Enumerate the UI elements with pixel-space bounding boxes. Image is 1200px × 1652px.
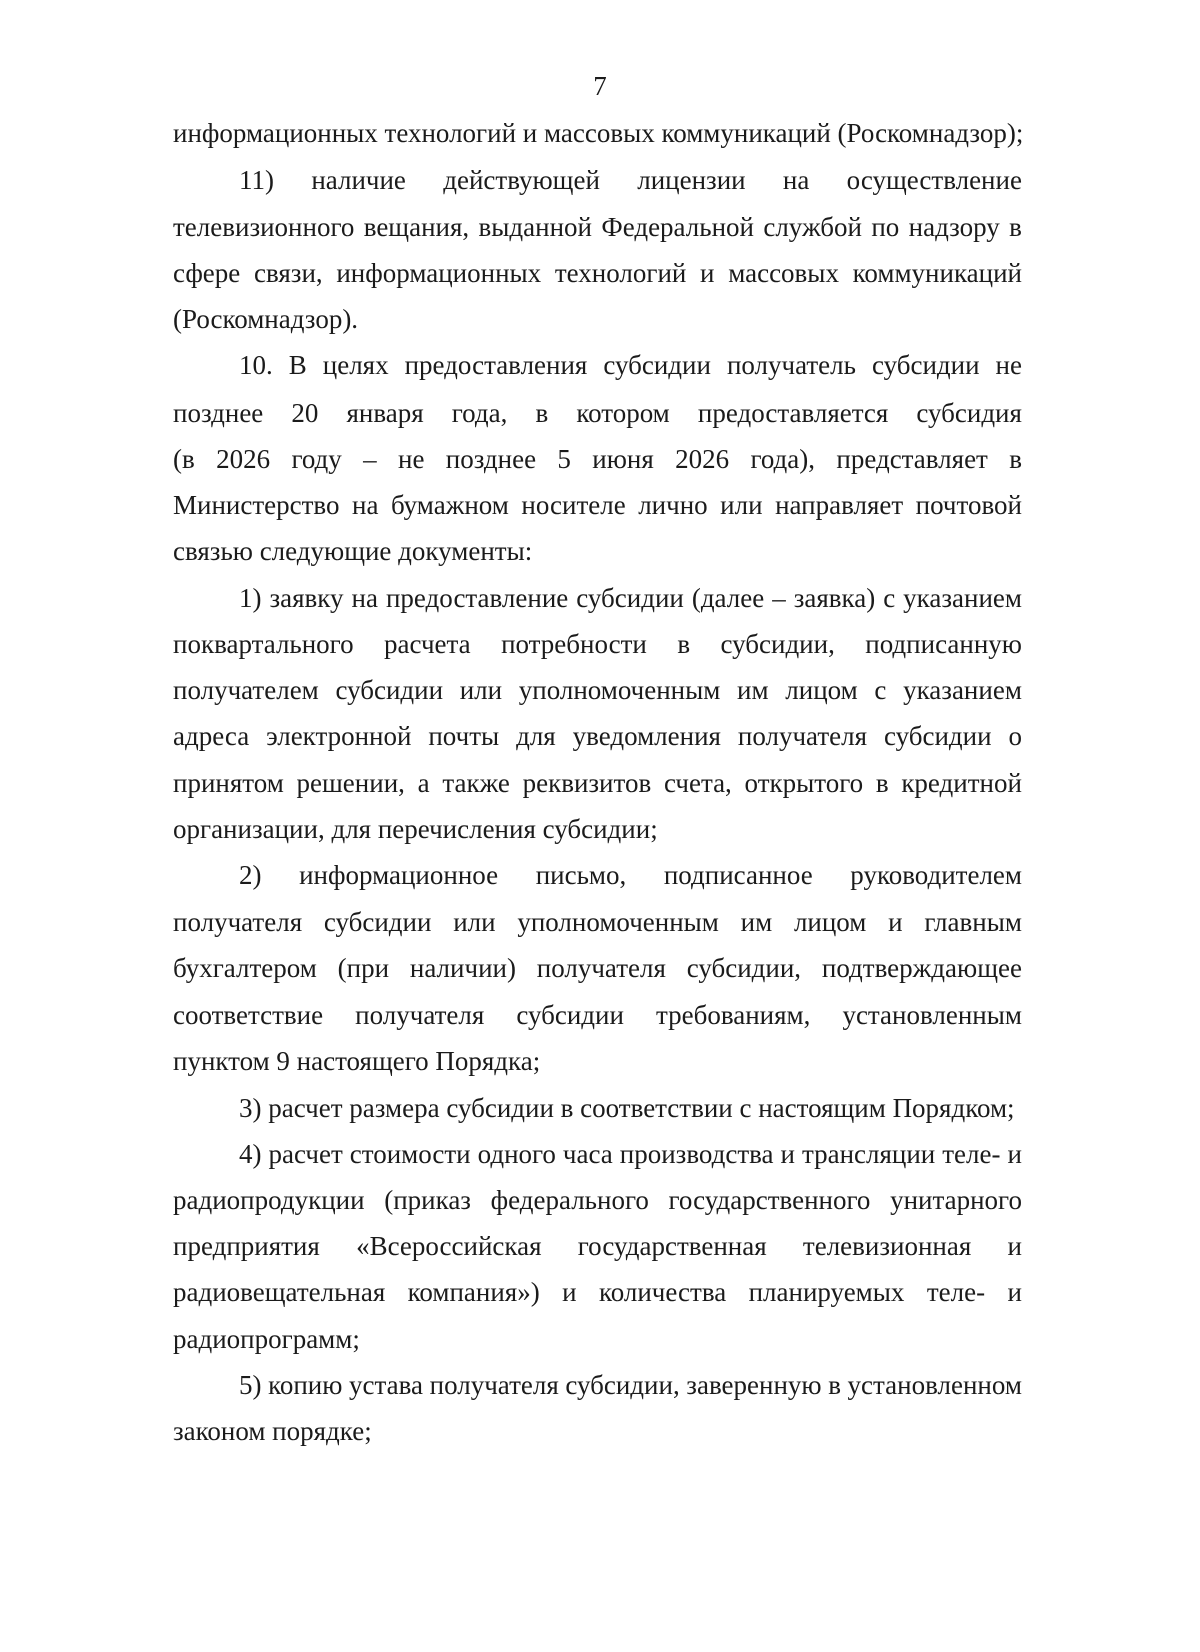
- word: трансляции: [801, 1139, 936, 1169]
- word: электронной: [266, 721, 412, 751]
- word: или: [720, 490, 763, 520]
- word: государственного: [668, 1185, 871, 1215]
- word: открытого: [744, 768, 864, 798]
- word: для: [516, 721, 556, 751]
- word: (далее: [691, 583, 765, 613]
- word: им: [737, 675, 769, 705]
- word: субсидии: [516, 1000, 624, 1030]
- word: 5): [239, 1370, 262, 1400]
- text-line: [173, 489, 1022, 521]
- word: или: [453, 907, 496, 937]
- word: –: [772, 583, 786, 613]
- word: субсидии: [883, 721, 992, 751]
- word: получатель: [726, 350, 856, 380]
- word: и: [562, 1277, 577, 1307]
- word: в: [828, 1370, 841, 1400]
- word: коммуникаций: [852, 258, 1022, 288]
- word: планируемых: [748, 1277, 905, 1307]
- word: не: [398, 444, 425, 474]
- word: субсидии: [603, 350, 711, 380]
- word: Федеральной: [601, 212, 754, 242]
- word: подписанное: [663, 860, 813, 890]
- word: уполномоченным: [518, 675, 721, 705]
- word: Министерство: [173, 490, 340, 520]
- word: кредитной: [901, 768, 1022, 798]
- word: стоимости: [349, 1139, 471, 1169]
- word: субсидии,: [565, 1370, 680, 1400]
- text-line: [173, 211, 1022, 243]
- word: субсидии: [576, 583, 684, 613]
- word: расчета: [384, 629, 471, 659]
- page-number: 7: [593, 71, 607, 101]
- word: 20: [291, 398, 319, 428]
- word: предоставляется: [697, 398, 889, 428]
- word: счета,: [663, 768, 732, 798]
- word: федерального: [490, 1185, 649, 1215]
- word: службой: [763, 212, 862, 242]
- word: субсидии,: [686, 953, 802, 983]
- word: года,: [451, 398, 508, 428]
- word: предоставление: [385, 583, 569, 613]
- text-line: [239, 349, 1022, 381]
- word: субсидии: [335, 675, 444, 705]
- word: 4): [239, 1139, 262, 1169]
- word: 2): [239, 860, 262, 890]
- word: государственная: [577, 1231, 767, 1261]
- word: им: [740, 907, 773, 937]
- word: на: [352, 490, 379, 520]
- word: получателя: [536, 953, 666, 983]
- word: и: [1007, 1139, 1022, 1169]
- word: принятом: [173, 768, 284, 798]
- word: заявку: [269, 583, 344, 613]
- word: лицом: [793, 907, 867, 937]
- word: предоставления: [404, 350, 588, 380]
- word: «Всероссийская: [356, 1231, 542, 1261]
- word: (в: [173, 444, 195, 474]
- word: подписанную: [865, 629, 1022, 659]
- word: уполномоченным: [517, 907, 719, 937]
- text-line: [173, 397, 1022, 429]
- text-line: [239, 164, 1022, 196]
- text-line: [173, 257, 1022, 289]
- word: и: [1007, 1277, 1022, 1307]
- word: позднее: [445, 444, 537, 474]
- text-line: [173, 628, 1022, 660]
- text-line: [173, 767, 1022, 799]
- word: также: [442, 768, 510, 798]
- word: предприятия: [173, 1231, 320, 1261]
- word: 1): [239, 583, 262, 613]
- word: бумажном: [390, 490, 509, 520]
- word: о: [1008, 721, 1022, 751]
- text-line: 3) расчет размера субсидии в соответствии с настоящим Порядком;: [239, 1093, 1015, 1123]
- word: адреса: [173, 721, 250, 751]
- word: на: [782, 165, 810, 195]
- word: января: [346, 398, 424, 428]
- word: требованиям,: [655, 1000, 811, 1030]
- word: осуществление: [846, 165, 1022, 195]
- text-line: [173, 999, 1022, 1031]
- word: копию: [268, 1370, 343, 1400]
- text-line: [173, 443, 1022, 475]
- word: телевизионная: [802, 1231, 972, 1261]
- word: радиовещательная: [173, 1277, 386, 1307]
- text-line: [239, 1369, 1022, 1401]
- word: и: [700, 258, 715, 288]
- word: получателя: [173, 907, 303, 937]
- text-line: [173, 952, 1022, 984]
- word: надзору: [908, 212, 1000, 242]
- word: получателя: [737, 721, 868, 751]
- word: руководителем: [850, 860, 1022, 890]
- word: почтовой: [915, 490, 1022, 520]
- word: получателем: [173, 675, 319, 705]
- word: установленным: [842, 1000, 1022, 1030]
- word: котором: [576, 398, 670, 428]
- word: действующей: [443, 165, 600, 195]
- word: заверенную: [686, 1370, 822, 1400]
- text-line: пунктом 9 настоящего Порядка;: [173, 1046, 541, 1076]
- text-line: связью следующие документы:: [173, 536, 533, 566]
- word: расчет: [268, 1139, 343, 1169]
- word: с: [883, 583, 896, 613]
- word: потребности: [501, 629, 647, 659]
- word: поквартального: [173, 629, 354, 659]
- word: одного: [477, 1139, 556, 1169]
- word: субсидии: [871, 350, 980, 380]
- word: информационное: [299, 860, 499, 890]
- text-line: [239, 1138, 1022, 1170]
- word: лицензии: [637, 165, 746, 195]
- word: количества: [598, 1277, 727, 1307]
- word: главным: [924, 907, 1022, 937]
- word: в: [1009, 212, 1022, 242]
- word: теле-: [926, 1277, 986, 1307]
- word: по: [871, 212, 900, 242]
- text-line: [173, 906, 1022, 938]
- word: а: [417, 768, 430, 798]
- word: информационных: [336, 258, 542, 288]
- text-line: (Роскомнадзор).: [173, 304, 359, 334]
- word: (при: [337, 953, 390, 983]
- word: и: [1007, 1231, 1022, 1261]
- word: технологий: [554, 258, 687, 288]
- word: (приказ: [384, 1185, 471, 1215]
- word: и: [888, 907, 903, 937]
- text-line: законом порядке;: [173, 1416, 372, 1446]
- text-line: [239, 582, 1022, 614]
- text-line: [173, 1184, 1022, 1216]
- text-line: [173, 674, 1022, 706]
- word: не: [995, 350, 1022, 380]
- word: получателя: [355, 1000, 485, 1030]
- word: направляет: [775, 490, 904, 520]
- text-line: [173, 1276, 1022, 1308]
- word: получателя: [429, 1370, 559, 1400]
- word: субсидии: [323, 907, 432, 937]
- word: в: [535, 398, 549, 428]
- word: и: [780, 1139, 795, 1169]
- word: с: [874, 675, 887, 705]
- word: почты: [428, 721, 500, 751]
- word: В: [288, 350, 307, 380]
- word: –: [363, 444, 377, 474]
- word: телевизионного: [173, 212, 355, 242]
- word: года),: [750, 444, 816, 474]
- word: решении,: [296, 768, 405, 798]
- word: лицом: [785, 675, 858, 705]
- word: уведомления: [572, 721, 721, 751]
- word: позднее: [173, 398, 264, 428]
- word: в: [677, 629, 691, 659]
- word: 11): [239, 165, 274, 195]
- word: целях: [322, 350, 389, 380]
- word: установленном: [847, 1370, 1022, 1400]
- word: компания»): [407, 1277, 540, 1307]
- word: вещания,: [363, 212, 470, 242]
- word: наличии): [409, 953, 516, 983]
- word: на: [351, 583, 378, 613]
- word: лично: [638, 490, 708, 520]
- word: письмо,: [535, 860, 627, 890]
- word: радиопродукции: [173, 1185, 365, 1215]
- word: 5: [557, 444, 571, 474]
- word: реквизитов: [522, 768, 652, 798]
- word: в: [875, 768, 889, 798]
- word: представляет: [836, 444, 988, 474]
- word: массовых: [728, 258, 839, 288]
- word: 10.: [239, 350, 273, 380]
- word: субсидия: [916, 398, 1022, 428]
- word: наличие: [311, 165, 406, 195]
- word: производства: [619, 1139, 774, 1169]
- text-line: радиопрограмм;: [173, 1324, 360, 1354]
- word: носителе: [521, 490, 626, 520]
- text-line: [173, 1230, 1022, 1262]
- word: 2026: [675, 444, 730, 474]
- word: сфере: [173, 258, 241, 288]
- word: году: [291, 444, 342, 474]
- word: часа: [562, 1139, 613, 1169]
- word: связи,: [253, 258, 323, 288]
- word: субсидии,: [720, 629, 835, 659]
- word: июня: [592, 444, 654, 474]
- text-line: [173, 720, 1022, 752]
- word: или: [459, 675, 503, 705]
- word: бухгалтером: [173, 953, 317, 983]
- word: заявка): [793, 583, 876, 613]
- text-line: [239, 859, 1022, 891]
- word: выданной: [478, 212, 592, 242]
- word: указанием: [903, 583, 1022, 613]
- word: в: [1009, 444, 1022, 474]
- text-line: информационных технологий и массовых коммуникаций (Роскомнадзор);: [173, 118, 1024, 148]
- text-line: организации, для перечисления субсидии;: [173, 814, 658, 844]
- word: подтверждающее: [821, 953, 1022, 983]
- word: теле-: [942, 1139, 1001, 1169]
- word: соответствие: [173, 1000, 324, 1030]
- word: указанием: [903, 675, 1022, 705]
- word: устава: [349, 1370, 424, 1400]
- word: 2026: [216, 444, 271, 474]
- word: унитарного: [890, 1185, 1022, 1215]
